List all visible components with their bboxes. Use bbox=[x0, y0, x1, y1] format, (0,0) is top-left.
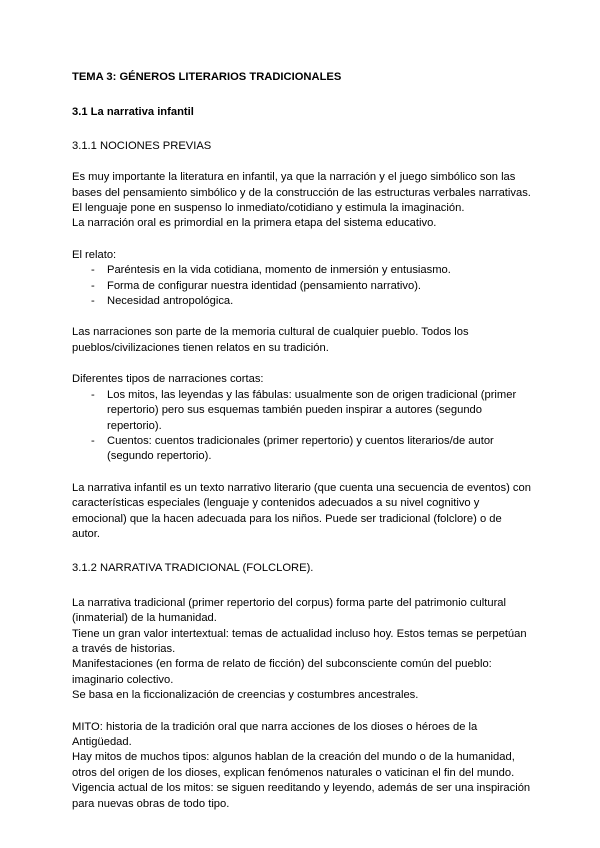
dash-bullet: - bbox=[91, 295, 95, 308]
paragraph-line: MITO: historia de la tradición oral que narra acciones de los dioses o héroes de la Antigüedad. bbox=[72, 720, 478, 748]
paragraph-line: La narrativa tradicional (primer repertorio del corpus) forma parte del patrimonio cultural (inmaterial) de la humanidad. bbox=[72, 596, 507, 625]
subsection-heading-nociones: 3.1.1 NOCIONES PREVIAS bbox=[72, 139, 212, 152]
document-page bbox=[72, 60, 532, 812]
paragraph-line: Tiene un gran valor intertextual: temas de actualidad incluso hoy. Estos temas se perpetúan a través de historias. bbox=[72, 627, 527, 655]
list-item bbox=[72, 294, 532, 309]
paragraph-line: El lenguaje pone en suspenso lo inmediato/cotidiano y estimula la imaginación. bbox=[72, 202, 465, 215]
dash-bullet: - bbox=[91, 279, 95, 292]
list-item-text: Forma de configurar nuestra identidad (pensamiento narrativo). bbox=[107, 279, 422, 292]
paragraph-line: Es muy importante la literatura en infantil, ya que la narración y el juego simbólico son las bases del pensamiento simbólico y de la construcción de las estructuras verbales narrativas. bbox=[72, 171, 531, 199]
paragraph-memoria: Las narraciones son parte de la memoria cultural de cualquier pueblo. Todos los pueblos/civilizaciones tienen relatos en su tradición. bbox=[72, 326, 469, 354]
paragraph-line: Se basa en la ficcionalización de creencias y costumbres ancestrales. bbox=[72, 689, 419, 702]
paragraph-line: Hay mitos de muchos tipos: algunos hablan de la creación del mundo o de la humanidad, otros del origen de los dioses, explican fenómenos naturales o vaticinan el fin del mundo. bbox=[72, 751, 515, 779]
relato-list bbox=[72, 263, 532, 309]
paragraph-intro bbox=[72, 170, 532, 232]
dash-bullet: - bbox=[91, 264, 95, 277]
relato-label: El relato: bbox=[72, 248, 117, 261]
list-item bbox=[72, 279, 532, 294]
dash-bullet: - bbox=[91, 388, 95, 401]
list-item bbox=[72, 388, 532, 434]
tipos-label: Diferentes tipos de narraciones cortas: bbox=[72, 373, 264, 386]
section-title: 3.1 La narrativa infantil bbox=[72, 106, 194, 119]
list-item-text: Necesidad antropológica. bbox=[107, 295, 234, 308]
dash-bullet: - bbox=[91, 434, 95, 447]
list-item-text: Cuentos: cuentos tradicionales (primer repertorio) y cuentos literarios/de autor (segundo repertorio). bbox=[107, 434, 494, 463]
list-item bbox=[72, 434, 532, 465]
paragraph-tradicional bbox=[72, 596, 532, 704]
subsection-heading-folclore: 3.1.2 NARRATIVA TRADICIONAL (FOLCLORE). bbox=[72, 562, 314, 575]
paragraph-line: La narración oral es primordial en la primera etapa del sistema educativo. bbox=[72, 217, 437, 230]
paragraph-line: Manifestaciones (en forma de relato de ficción) del subconsciente común del pueblo: imaginario colectivo. bbox=[72, 658, 492, 686]
paragraph-line: Vigencia actual de los mitos: se siguen reeditando y leyendo, además de ser una inspiración para nuevas obras de todo tipo. bbox=[72, 782, 531, 810]
list-item bbox=[72, 263, 532, 278]
list-item-text: Los mitos, las leyendas y las fábulas: usualmente son de origen tradicional (primer repertorio) pero sus esquemas también pueden inspirar a autores (segundo repertorio). bbox=[107, 388, 517, 432]
list-item-text: Paréntesis en la vida cotidiana, momento de inmersión y entusiasmo. bbox=[107, 264, 451, 277]
tipos-list bbox=[72, 388, 532, 465]
paragraph-mito bbox=[72, 720, 532, 812]
paragraph-narrativa-infantil: La narrativa infantil es un texto narrativo literario (que cuenta una secuencia de eventos) con características especiales (lenguaje y contenidos adecuados a su nivel cognitivo y emocional) que la hacen adecuada para los niños. Puede ser tradicional (folclore) o de autor. bbox=[72, 481, 531, 540]
document-title: TEMA 3: GÉNEROS LITERARIOS TRADICIONALES bbox=[72, 71, 342, 83]
